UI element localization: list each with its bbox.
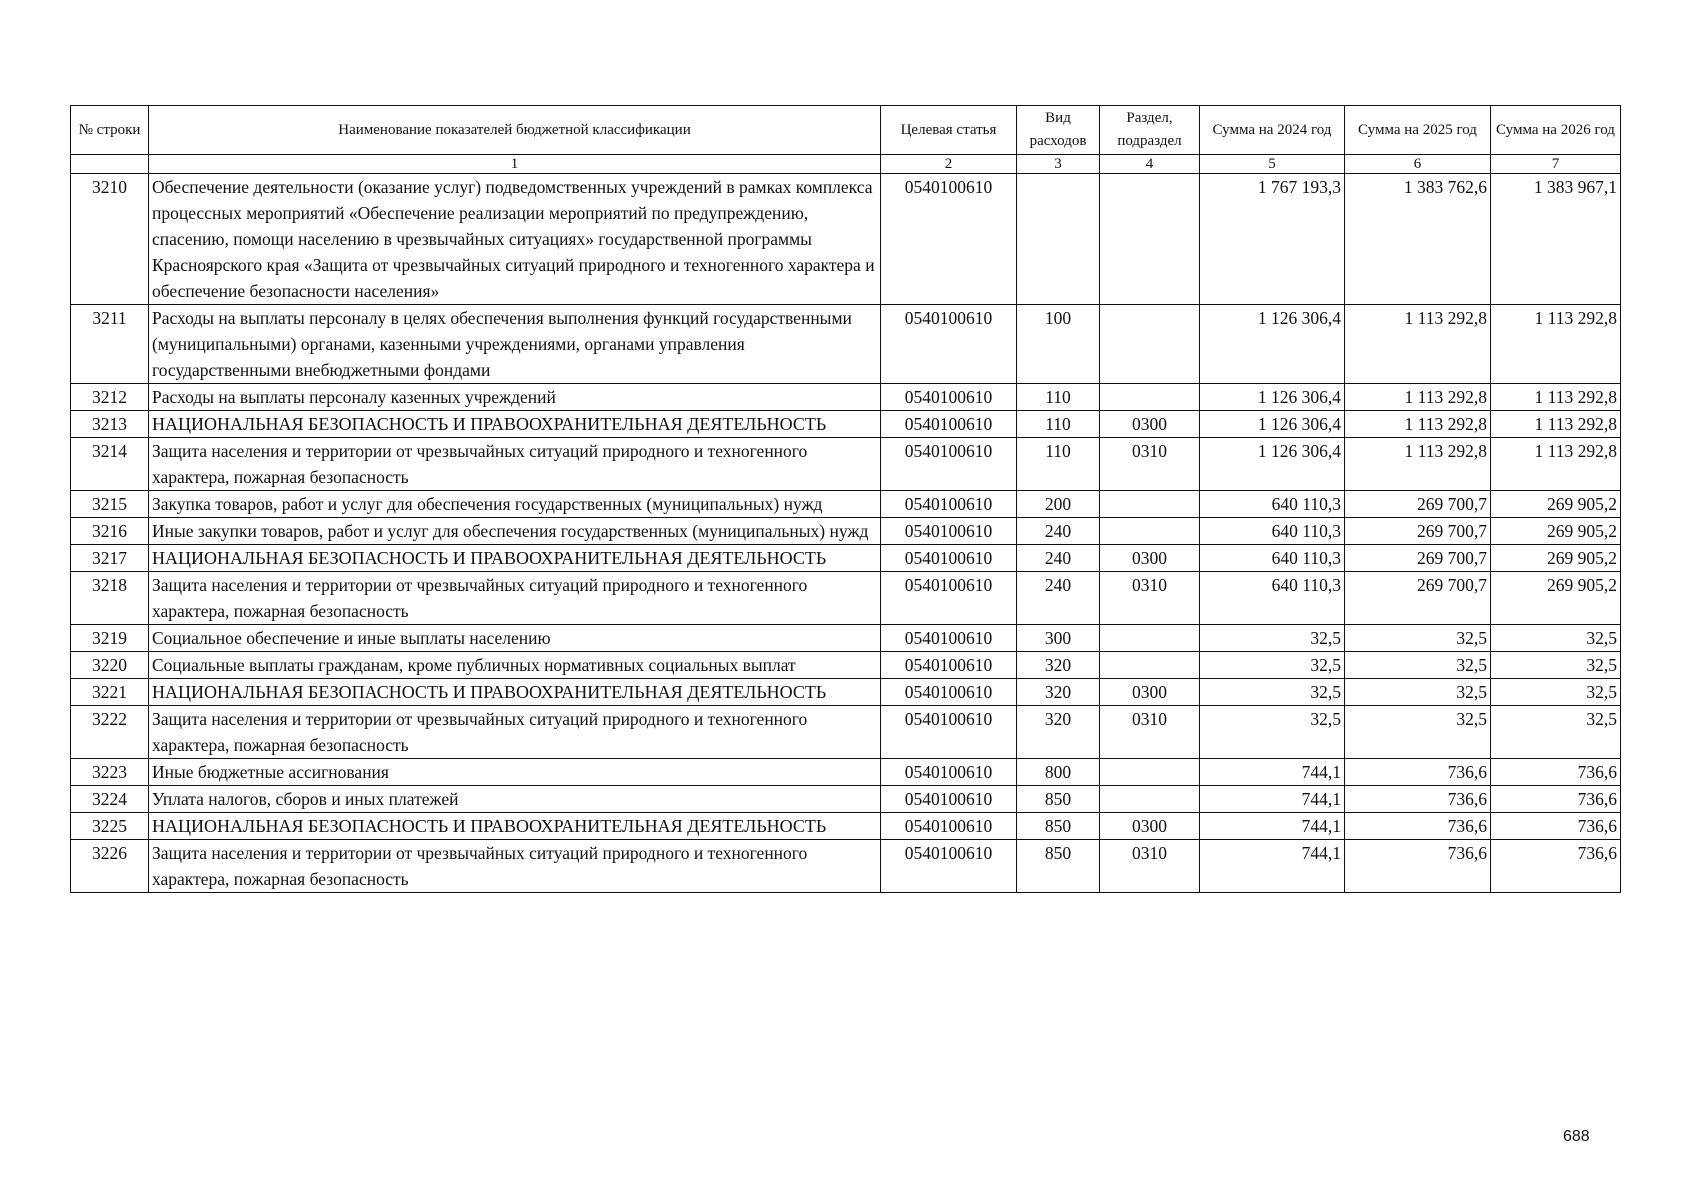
table-body	[71, 174, 1621, 893]
cell-row-number: 3218	[71, 572, 149, 625]
cell-name: Защита населения и территории от чрезвычайных ситуаций природного и техногенного характера, пожарная безопасность	[149, 438, 881, 491]
table-row	[71, 305, 1621, 384]
cell-expense-type: 300	[1017, 625, 1100, 652]
cell-sum-2026: 736,6	[1491, 813, 1621, 840]
cell-row-number: 3210	[71, 174, 149, 305]
cell-expense-type: 850	[1017, 840, 1100, 893]
cell-section	[1100, 305, 1200, 384]
header-name: Наименование показателей бюджетной классификации	[149, 106, 881, 155]
cell-expense-type: 800	[1017, 759, 1100, 786]
page-number: 688	[1563, 1128, 1590, 1145]
cell-sum-2025: 736,6	[1345, 840, 1491, 893]
cell-row-number: 3226	[71, 840, 149, 893]
cell-section: 0310	[1100, 706, 1200, 759]
cell-sum-2025: 32,5	[1345, 706, 1491, 759]
table-row	[71, 840, 1621, 893]
cell-target-article: 0540100610	[881, 572, 1017, 625]
cell-name: Социальное обеспечение и иные выплаты населению	[149, 625, 881, 652]
cell-sum-2025: 736,6	[1345, 759, 1491, 786]
cell-sum-2025: 1 113 292,8	[1345, 438, 1491, 491]
cell-sum-2026: 1 383 967,1	[1491, 174, 1621, 305]
cell-sum-2025: 269 700,7	[1345, 518, 1491, 545]
column-number: 4	[1100, 155, 1200, 174]
cell-section	[1100, 786, 1200, 813]
cell-expense-type: 110	[1017, 384, 1100, 411]
cell-sum-2024: 32,5	[1200, 652, 1345, 679]
cell-sum-2026: 32,5	[1491, 706, 1621, 759]
cell-sum-2026: 736,6	[1491, 759, 1621, 786]
cell-name: Обеспечение деятельности (оказание услуг) подведомственных учреждений в рамках комплекса процессных мероприятий «Обеспечение реализации мероприятий по предупреждению, спасению, помощи населению в чрезвычайных ситуациях» государственной программы Красноярского края «Защита от чрезвычайных ситуаций природного и техногенного характера и обеспечение безопасности населения»	[149, 174, 881, 305]
cell-sum-2026: 1 113 292,8	[1491, 411, 1621, 438]
cell-expense-type: 200	[1017, 491, 1100, 518]
cell-target-article: 0540100610	[881, 679, 1017, 706]
cell-name: Защита населения и территории от чрезвычайных ситуаций природного и техногенного характера, пожарная безопасность	[149, 572, 881, 625]
header-expense-type: Вид расходов	[1017, 106, 1100, 155]
column-number: 6	[1345, 155, 1491, 174]
cell-row-number: 3219	[71, 625, 149, 652]
cell-sum-2025: 32,5	[1345, 652, 1491, 679]
table-row	[71, 652, 1621, 679]
budget-table	[70, 105, 1621, 893]
table-row	[71, 174, 1621, 305]
cell-sum-2025: 1 113 292,8	[1345, 384, 1491, 411]
cell-row-number: 3225	[71, 813, 149, 840]
cell-name: Иные закупки товаров, работ и услуг для обеспечения государственных (муниципальных) нужд	[149, 518, 881, 545]
cell-sum-2024: 1 126 306,4	[1200, 305, 1345, 384]
cell-sum-2024: 1 126 306,4	[1200, 384, 1345, 411]
table-row	[71, 384, 1621, 411]
cell-sum-2025: 32,5	[1345, 625, 1491, 652]
table-row	[71, 518, 1621, 545]
cell-sum-2026: 32,5	[1491, 679, 1621, 706]
cell-row-number: 3217	[71, 545, 149, 572]
column-number: 5	[1200, 155, 1345, 174]
cell-target-article: 0540100610	[881, 384, 1017, 411]
cell-row-number: 3222	[71, 706, 149, 759]
table-row	[71, 706, 1621, 759]
cell-sum-2024: 640 110,3	[1200, 518, 1345, 545]
cell-expense-type: 100	[1017, 305, 1100, 384]
cell-target-article: 0540100610	[881, 545, 1017, 572]
cell-row-number: 3221	[71, 679, 149, 706]
cell-sum-2024: 32,5	[1200, 625, 1345, 652]
table-row	[71, 438, 1621, 491]
cell-target-article: 0540100610	[881, 438, 1017, 491]
cell-sum-2024: 1 126 306,4	[1200, 438, 1345, 491]
cell-target-article: 0540100610	[881, 491, 1017, 518]
cell-expense-type: 240	[1017, 572, 1100, 625]
column-number: 1	[149, 155, 881, 174]
column-number: 2	[881, 155, 1017, 174]
cell-row-number: 3216	[71, 518, 149, 545]
cell-sum-2026: 1 113 292,8	[1491, 305, 1621, 384]
cell-name: Социальные выплаты гражданам, кроме публичных нормативных социальных выплат	[149, 652, 881, 679]
cell-sum-2026: 269 905,2	[1491, 491, 1621, 518]
cell-row-number: 3214	[71, 438, 149, 491]
column-number: 7	[1491, 155, 1621, 174]
cell-expense-type: 320	[1017, 679, 1100, 706]
table-row	[71, 411, 1621, 438]
cell-sum-2025: 269 700,7	[1345, 491, 1491, 518]
cell-sum-2025: 1 383 762,6	[1345, 174, 1491, 305]
table-row	[71, 679, 1621, 706]
cell-name: Уплата налогов, сборов и иных платежей	[149, 786, 881, 813]
header-sum-2025: Сумма на 2025 год	[1345, 106, 1491, 155]
cell-sum-2024: 1 126 306,4	[1200, 411, 1345, 438]
table-row	[71, 491, 1621, 518]
cell-expense-type: 320	[1017, 652, 1100, 679]
cell-sum-2026: 1 113 292,8	[1491, 438, 1621, 491]
cell-target-article: 0540100610	[881, 625, 1017, 652]
budget-table-container	[70, 105, 1620, 893]
cell-section: 0310	[1100, 572, 1200, 625]
cell-name: Расходы на выплаты персоналу казенных учреждений	[149, 384, 881, 411]
column-number: 3	[1017, 155, 1100, 174]
cell-sum-2026: 736,6	[1491, 786, 1621, 813]
table-row	[71, 813, 1621, 840]
cell-row-number: 3211	[71, 305, 149, 384]
cell-target-article: 0540100610	[881, 305, 1017, 384]
column-number-blank	[71, 155, 149, 174]
column-numbers-row	[71, 155, 1621, 174]
cell-sum-2024: 32,5	[1200, 706, 1345, 759]
cell-sum-2025: 269 700,7	[1345, 572, 1491, 625]
cell-expense-type: 240	[1017, 518, 1100, 545]
cell-sum-2024: 32,5	[1200, 679, 1345, 706]
cell-section	[1100, 759, 1200, 786]
cell-section	[1100, 384, 1200, 411]
cell-target-article: 0540100610	[881, 786, 1017, 813]
cell-name: НАЦИОНАЛЬНАЯ БЕЗОПАСНОСТЬ И ПРАВООХРАНИТЕЛЬНАЯ ДЕЯТЕЛЬНОСТЬ	[149, 813, 881, 840]
cell-section: 0300	[1100, 679, 1200, 706]
cell-expense-type: 850	[1017, 813, 1100, 840]
cell-name: НАЦИОНАЛЬНАЯ БЕЗОПАСНОСТЬ И ПРАВООХРАНИТЕЛЬНАЯ ДЕЯТЕЛЬНОСТЬ	[149, 679, 881, 706]
cell-expense-type	[1017, 174, 1100, 305]
cell-sum-2024: 744,1	[1200, 840, 1345, 893]
cell-sum-2026: 269 905,2	[1491, 545, 1621, 572]
cell-target-article: 0540100610	[881, 706, 1017, 759]
cell-target-article: 0540100610	[881, 813, 1017, 840]
cell-name: Защита населения и территории от чрезвычайных ситуаций природного и техногенного характера, пожарная безопасность	[149, 706, 881, 759]
cell-sum-2026: 736,6	[1491, 840, 1621, 893]
cell-row-number: 3215	[71, 491, 149, 518]
cell-expense-type: 110	[1017, 411, 1100, 438]
cell-section	[1100, 518, 1200, 545]
cell-sum-2024: 744,1	[1200, 813, 1345, 840]
cell-sum-2025: 1 113 292,8	[1345, 305, 1491, 384]
cell-sum-2024: 1 767 193,3	[1200, 174, 1345, 305]
cell-target-article: 0540100610	[881, 840, 1017, 893]
cell-row-number: 3220	[71, 652, 149, 679]
table-header	[71, 106, 1621, 174]
cell-name: Иные бюджетные ассигнования	[149, 759, 881, 786]
cell-name: Закупка товаров, работ и услуг для обеспечения государственных (муниципальных) нужд	[149, 491, 881, 518]
cell-name: Защита населения и территории от чрезвычайных ситуаций природного и техногенного характера, пожарная безопасность	[149, 840, 881, 893]
table-row	[71, 572, 1621, 625]
table-row	[71, 625, 1621, 652]
cell-row-number: 3213	[71, 411, 149, 438]
cell-target-article: 0540100610	[881, 759, 1017, 786]
cell-section: 0300	[1100, 411, 1200, 438]
cell-sum-2024: 640 110,3	[1200, 491, 1345, 518]
cell-sum-2024: 640 110,3	[1200, 572, 1345, 625]
cell-name: НАЦИОНАЛЬНАЯ БЕЗОПАСНОСТЬ И ПРАВООХРАНИТЕЛЬНАЯ ДЕЯТЕЛЬНОСТЬ	[149, 545, 881, 572]
header-sum-2026: Сумма на 2026 год	[1491, 106, 1621, 155]
cell-expense-type: 240	[1017, 545, 1100, 572]
cell-row-number: 3212	[71, 384, 149, 411]
table-row	[71, 786, 1621, 813]
table-row	[71, 759, 1621, 786]
header-sum-2024: Сумма на 2024 год	[1200, 106, 1345, 155]
cell-section: 0310	[1100, 840, 1200, 893]
table-row	[71, 545, 1621, 572]
header-row-number: № строки	[71, 106, 149, 155]
cell-sum-2025: 1 113 292,8	[1345, 411, 1491, 438]
cell-section	[1100, 625, 1200, 652]
cell-sum-2024: 640 110,3	[1200, 545, 1345, 572]
cell-target-article: 0540100610	[881, 518, 1017, 545]
cell-section: 0310	[1100, 438, 1200, 491]
cell-expense-type: 850	[1017, 786, 1100, 813]
cell-name: НАЦИОНАЛЬНАЯ БЕЗОПАСНОСТЬ И ПРАВООХРАНИТЕЛЬНАЯ ДЕЯТЕЛЬНОСТЬ	[149, 411, 881, 438]
cell-sum-2026: 1 113 292,8	[1491, 384, 1621, 411]
cell-sum-2026: 32,5	[1491, 625, 1621, 652]
cell-target-article: 0540100610	[881, 174, 1017, 305]
cell-row-number: 3224	[71, 786, 149, 813]
cell-sum-2025: 32,5	[1345, 679, 1491, 706]
cell-section	[1100, 491, 1200, 518]
cell-name: Расходы на выплаты персоналу в целях обеспечения выполнения функций государственными (муниципальными) органами, казенными учреждениями, органами управления государственными внебюджетными фондами	[149, 305, 881, 384]
cell-sum-2025: 736,6	[1345, 813, 1491, 840]
cell-sum-2026: 32,5	[1491, 652, 1621, 679]
cell-section	[1100, 652, 1200, 679]
cell-sum-2024: 744,1	[1200, 759, 1345, 786]
cell-section: 0300	[1100, 813, 1200, 840]
cell-section: 0300	[1100, 545, 1200, 572]
header-section: Раздел, подраздел	[1100, 106, 1200, 155]
cell-sum-2025: 269 700,7	[1345, 545, 1491, 572]
header-target-article: Целевая статья	[881, 106, 1017, 155]
cell-sum-2026: 269 905,2	[1491, 572, 1621, 625]
cell-target-article: 0540100610	[881, 652, 1017, 679]
cell-sum-2025: 736,6	[1345, 786, 1491, 813]
cell-section	[1100, 174, 1200, 305]
cell-row-number: 3223	[71, 759, 149, 786]
cell-target-article: 0540100610	[881, 411, 1017, 438]
cell-sum-2026: 269 905,2	[1491, 518, 1621, 545]
cell-sum-2024: 744,1	[1200, 786, 1345, 813]
cell-expense-type: 320	[1017, 706, 1100, 759]
cell-expense-type: 110	[1017, 438, 1100, 491]
